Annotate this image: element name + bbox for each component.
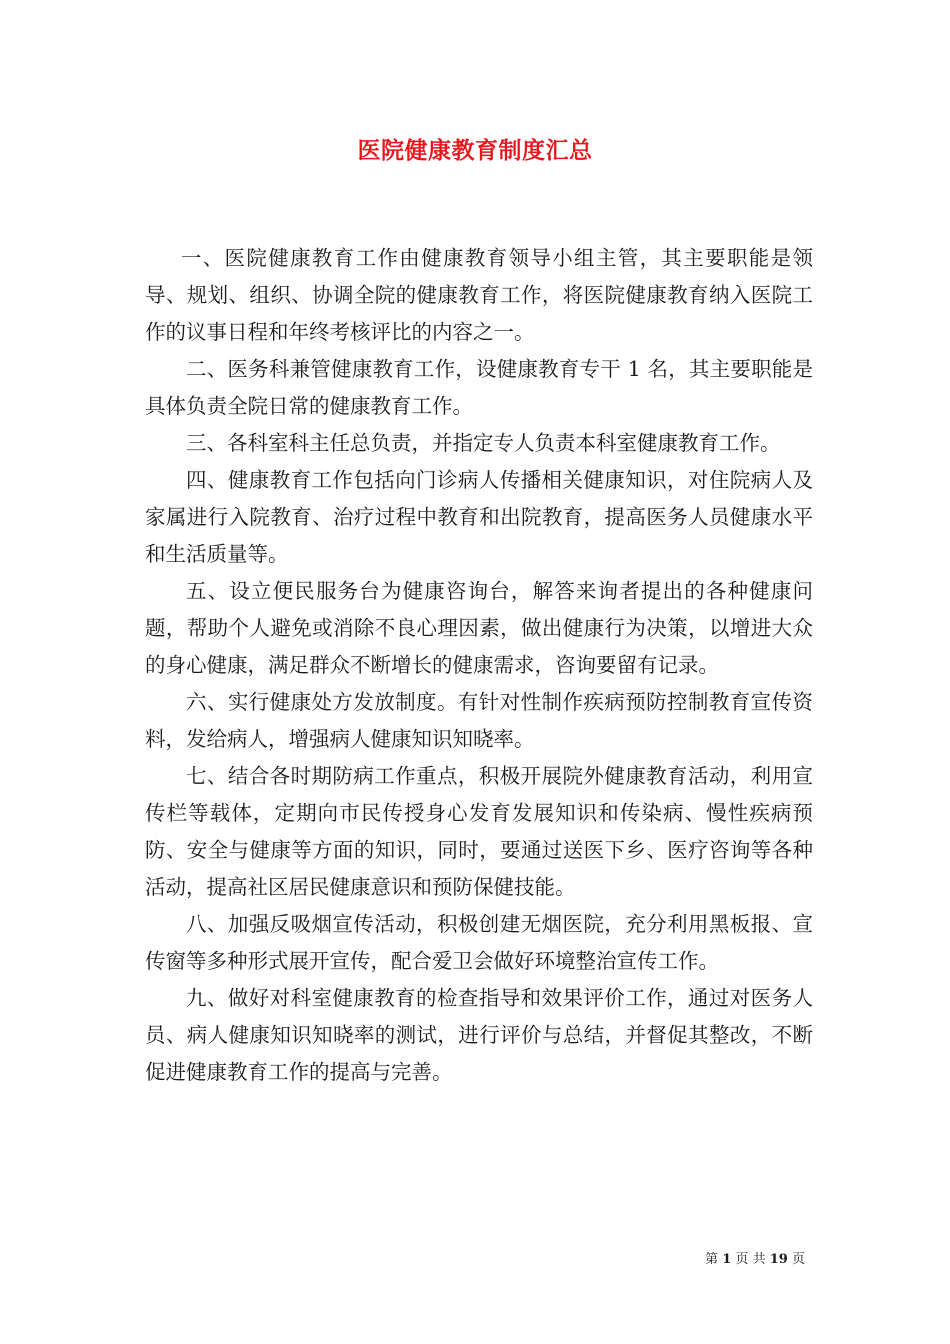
- paragraph-7: 七、结合各时期防病工作重点，积极开展院外健康教育活动，利用宣传栏等载体，定期向市民传授身心发育发展知识和传染病、慢性疾病预防、安全与健康等方面的知识，同时，要通过送医下乡、医疗咨询等各种活动，提高社区居民健康意识和预防保健技能。: [145, 764, 813, 899]
- paragraph-4: 四、健康教育工作包括向门诊病人传播相关健康知识，对住院病人及家属进行入院教育、治疗过程中教育和出院教育，提高医务人员健康水平和生活质量等。: [145, 468, 813, 566]
- paragraph-9: 九、做好对科室健康教育的检查指导和效果评价工作，通过对医务人员、病人健康知识知晓率的测试，进行评价与总结，并督促其整改，不断促进健康教育工作的提高与完善。: [145, 986, 813, 1084]
- footer-middle: 页 共: [735, 1252, 766, 1267]
- paragraph-2: 二、医务科兼管健康教育工作，设健康教育专干 1 名，其主要职能是具体负责全院日常的健康教育工作。: [145, 357, 813, 418]
- paragraph-1: 一、医院健康教育工作由健康教育领导小组主管，其主要职能是领导、规划、组织、协调全院的健康教育工作，将医院健康教育纳入医院工作的议事日程和年终考核评比的内容之一。: [145, 246, 813, 344]
- document-body: [145, 240, 813, 1091]
- footer-total-pages: 19: [769, 1252, 788, 1267]
- paragraph-6: 六、实行健康处方发放制度。有针对性制作疾病预防控制教育宣传资料，发给病人，增强病人健康知识知晓率。: [145, 690, 813, 751]
- paragraph-8: 八、加强反吸烟宣传活动，积极创建无烟医院，充分利用黑板报、宣传窗等多种形式展开宣传，配合爱卫会做好环境整治宣传工作。: [145, 912, 813, 973]
- document-title: 医院健康教育制度汇总: [357, 137, 593, 164]
- paragraph-3: 三、各科室科主任总负责，并指定专人负责本科室健康教育工作。: [186, 431, 781, 455]
- page-number-footer: [705, 1248, 805, 1267]
- paragraph-5: 五、设立便民服务台为健康咨询台，解答来询者提出的各种健康问题，帮助个人避免或消除不良心理因素，做出健康行为决策，以增进大众的身心健康，满足群众不断增长的健康需求，咨询要留有记录。: [145, 579, 813, 677]
- footer-suffix: 页: [791, 1252, 805, 1267]
- footer-prefix: 第: [705, 1252, 719, 1267]
- footer-current-page: 1: [722, 1252, 732, 1267]
